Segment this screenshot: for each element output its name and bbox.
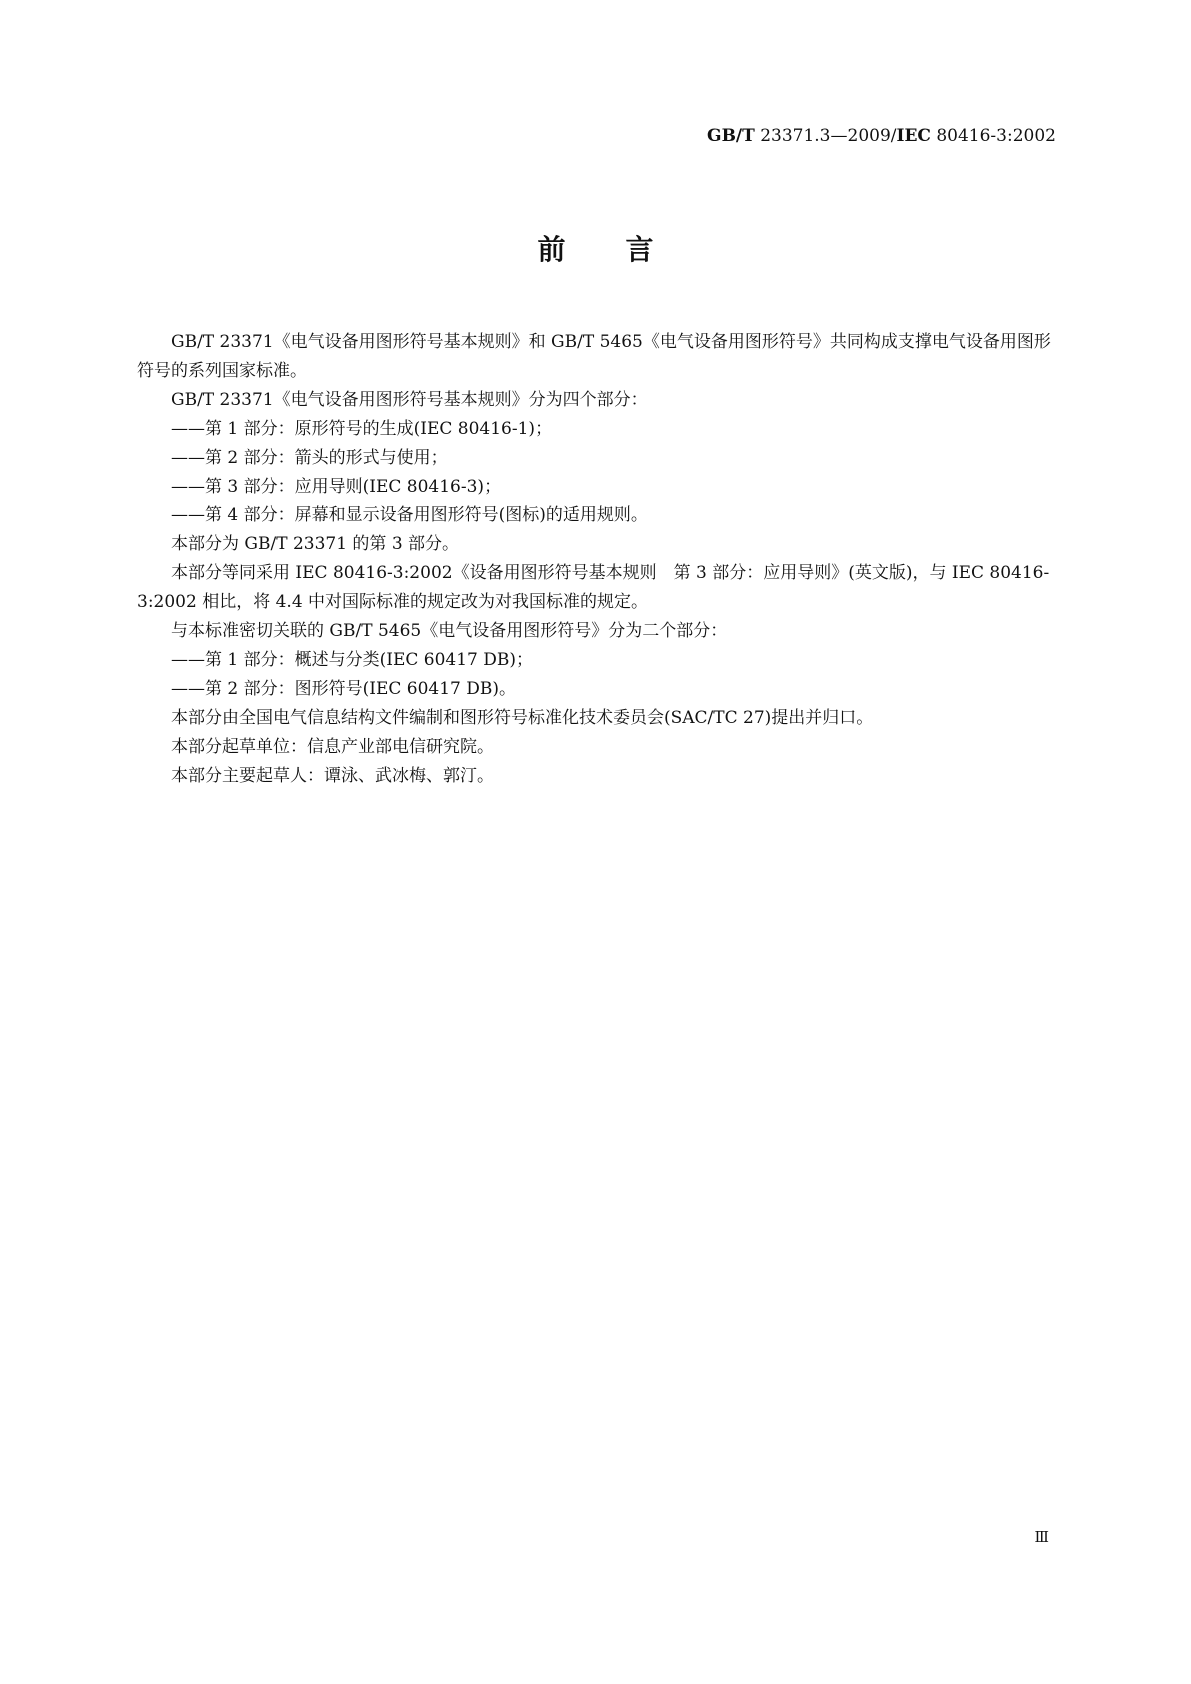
page-number: Ⅲ: [1034, 1528, 1049, 1546]
paragraph-part-statement: 本部分为 GB/T 23371 的第 3 部分。: [171, 534, 460, 555]
iec-prefix: IEC: [896, 126, 931, 146]
iec-number: 80416-3:2002: [930, 126, 1056, 146]
foreword-body: [137, 328, 1055, 791]
paragraph-adoption: 本部分等同采用 IEC 80416-3:2002《设备用图形符号基本规则 第 3 部分：应用导则》(英文版)，与 IEC 80416-3:2002 相比，将 4.4 中对国际标准的规定改为对我国标准的规定。: [137, 563, 1050, 613]
list-item: ——第 2 部分：箭头的形式与使用；: [171, 447, 448, 468]
std-number: 23371.3—2009/: [754, 126, 897, 146]
paragraph-intro: GB/T 23371《电气设备用图形符号基本规则》和 GB/T 5465《电气设备用图形符号》共同构成支撑电气设备用图形符号的系列国家标准。: [137, 332, 1051, 381]
list-item: ——第 1 部分：原形符号的生成(IEC 80416-1)；: [171, 418, 553, 439]
list-item: ——第 2 部分：图形符号(IEC 60417 DB)。: [171, 678, 517, 699]
paragraph-parts-5465: 与本标准密切关联的 GB/T 5465《电气设备用图形符号》分为二个部分：: [171, 621, 728, 642]
document-header: [707, 126, 1056, 146]
list-item: ——第 1 部分：概述与分类(IEC 60417 DB)；: [171, 649, 534, 670]
paragraph-drafting-unit: 本部分起草单位：信息产业部电信研究院。: [171, 736, 494, 757]
list-item: ——第 4 部分：屏幕和显示设备用图形符号(图标)的适用规则。: [171, 505, 648, 526]
paragraph-parts-23371: GB/T 23371《电气设备用图形符号基本规则》分为四个部分：: [171, 389, 648, 410]
paragraph-proposer: 本部分由全国电气信息结构文件编制和图形符号标准化技术委员会(SAC/TC 27)提出并归口。: [171, 707, 874, 728]
list-item: ——第 3 部分：应用导则(IEC 80416-3)；: [171, 476, 502, 497]
std-prefix: GB/T: [707, 126, 755, 146]
page-title: 前言: [537, 233, 714, 266]
paragraph-drafters: 本部分主要起草人：谭泳、武冰梅、郭汀。: [171, 765, 494, 786]
